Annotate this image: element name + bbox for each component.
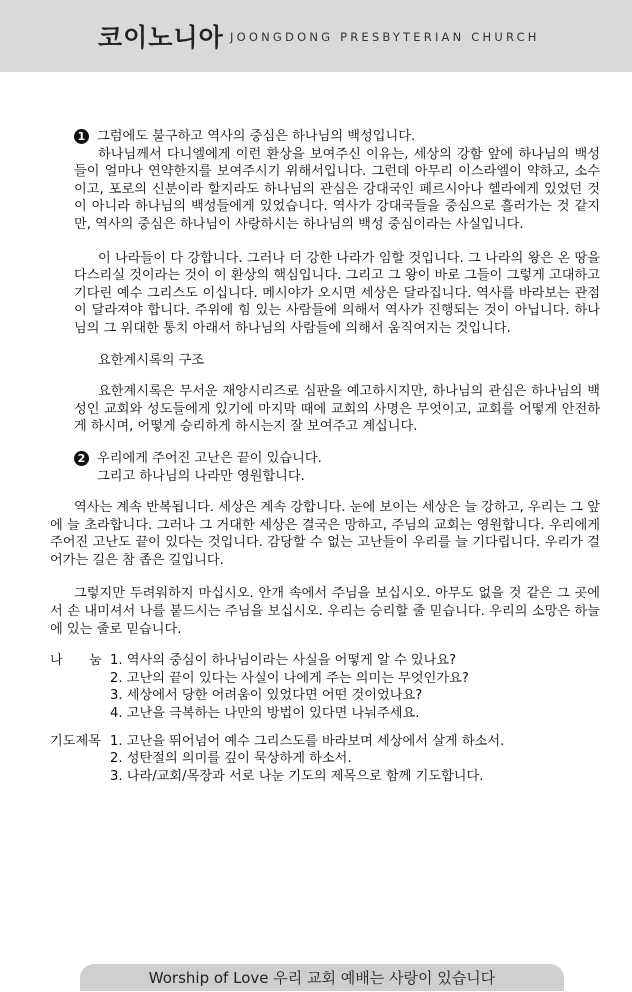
number-badge-1: 1 xyxy=(74,129,89,144)
point-2-title-line-1: 우리에게 주어진 고난은 끝이 있습니다. xyxy=(97,450,322,466)
prayer-item: 3. 나라/교회/목장과 서로 나눈 기도의 제목으로 함께 기도합니다. xyxy=(110,768,484,784)
article-body xyxy=(50,128,600,785)
point-1-paragraph-3: 요한계시록은 무서운 재앙시리즈로 심판을 예고하시지만, 하나님의 관심은 하나님의 백성인 교회와 성도들에게 있기에 마지막 때에 교회의 사명은 무엇이고, 교회를 어떻게 안전하게 하시며, 어떻게 승리하게 하시는지 잘 보여주고 계십니다. xyxy=(74,384,600,435)
prayer-section xyxy=(50,733,600,786)
magazine-logo: 코이노니아 xyxy=(98,23,224,52)
sharing-list xyxy=(104,652,600,722)
prayer-item: 1. 고난을 뛰어넘어 예수 그리스도를 바라보며 세상에서 살게 하소서. xyxy=(110,733,505,749)
point-1-paragraph-1: 하나님께서 다니엘에게 이런 환상을 보여주신 이유는, 세상의 강함 앞에 하나님의 백성들이 얼마나 연약한지를 보여주시기 위해서입니다. 그런데 아무리 이스라엘이 약하고, 소수이고, 포로의 신분이라 할지라도 하나님의 관심은 강대국인 페르시아나 헬라에게 있었던 것이 아니라 하나님의 백성들에게 있었습니다. 역사가 강대국들을 중심으로 흘러가는 것 같지만, 역사의 중심은 하나님이 사랑하시는 하나님의 백성 중심이라는 사실입니다. xyxy=(74,146,600,232)
point-1-heading xyxy=(74,128,600,146)
church-name: JOONGDONG PRESBYTERIAN CHURCH xyxy=(230,30,540,44)
point-2-title xyxy=(97,450,322,485)
sharing-label: 나 눔 xyxy=(50,653,102,669)
sharing-item: 4. 고난을 극복하는 나만의 방법이 있다면 나눠주세요. xyxy=(110,706,420,722)
prayer-item: 2. 성탄절의 의미를 깊이 묵상하게 하소서. xyxy=(110,751,352,767)
sharing-item: 2. 고난의 끝이 있다는 사실이 나에게 주는 의미는 무엇인가요? xyxy=(110,670,469,686)
point-1-title: 그럼에도 불구하고 역사의 중심은 하나님의 백성입니다. xyxy=(97,129,416,144)
sharing-item: 1. 역사의 중심이 하나님이라는 사실을 어떻게 알 수 있나요? xyxy=(110,653,457,669)
sharing-section xyxy=(50,652,600,722)
point-2-paragraph-2: 그렇지만 두려워하지 마십시오. 안개 속에서 주님을 보십시오. 아무도 없을 것 같은 그 곳에서 손 내미셔서 나를 붙드시는 주님을 보십시오. 우리는 승리할 줄 믿습니다. 우리의 소망은 하늘에 있는 줄로 믿습니다. xyxy=(50,586,600,637)
point-2-paragraph-1: 역사는 계속 반복됩니다. 세상은 계속 강합니다. 눈에 보이는 세상은 늘 강하고, 우리는 그 앞에 늘 초라합니다. 그러나 그 거대한 세상은 결국은 망하고, 주님의 교회는 영원합니다. 우리에게 주어진 고난도 끝이 있다는 것입니다. 감당할 수 없는 고난들이 우리를 늘 기다립니다. 우리가 걸어가는 길은 참 좁은 길입니다. xyxy=(50,500,600,568)
prayer-label: 기도제목 xyxy=(50,733,101,749)
point-2-title-line-2: 그리고 하나님의 나라만 영원합니다. xyxy=(97,468,305,484)
prayer-list xyxy=(104,733,600,786)
number-badge-2: 2 xyxy=(74,451,89,466)
point-2-heading xyxy=(74,450,600,485)
point-1-paragraph-2: 이 나라들이 다 강합니다. 그러나 더 강한 나라가 임할 것입니다. 그 나라의 왕은 온 땅을 다스리실 것이라는 것이 이 환상의 핵심입니다. 그리고 그 왕이 바로 그들이 그렇게 고대하고 기다린 예수 그리스도 이십니다. 메시야가 오시면 세상은 달라집니다. 역사를 바라보는 관점이 달라져야 합니다. 주위에 힘 있는 사람들에 의해서 역사가 진행되는 것이 아닙니다. 하나님의 그 위대한 통치 아래서 하나님의 사람들에 의해서 움직여지는 것입니다. xyxy=(74,250,600,336)
section-subheading: 요한계시록의 구조 xyxy=(98,352,205,368)
sharing-item: 3. 세상에서 당한 어려움이 있었다면 어떤 것이었나요? xyxy=(110,688,423,704)
page-header xyxy=(0,0,632,72)
page-footer: Worship of Love 우리 교회 예배는 사랑이 있습니다 xyxy=(80,964,564,991)
